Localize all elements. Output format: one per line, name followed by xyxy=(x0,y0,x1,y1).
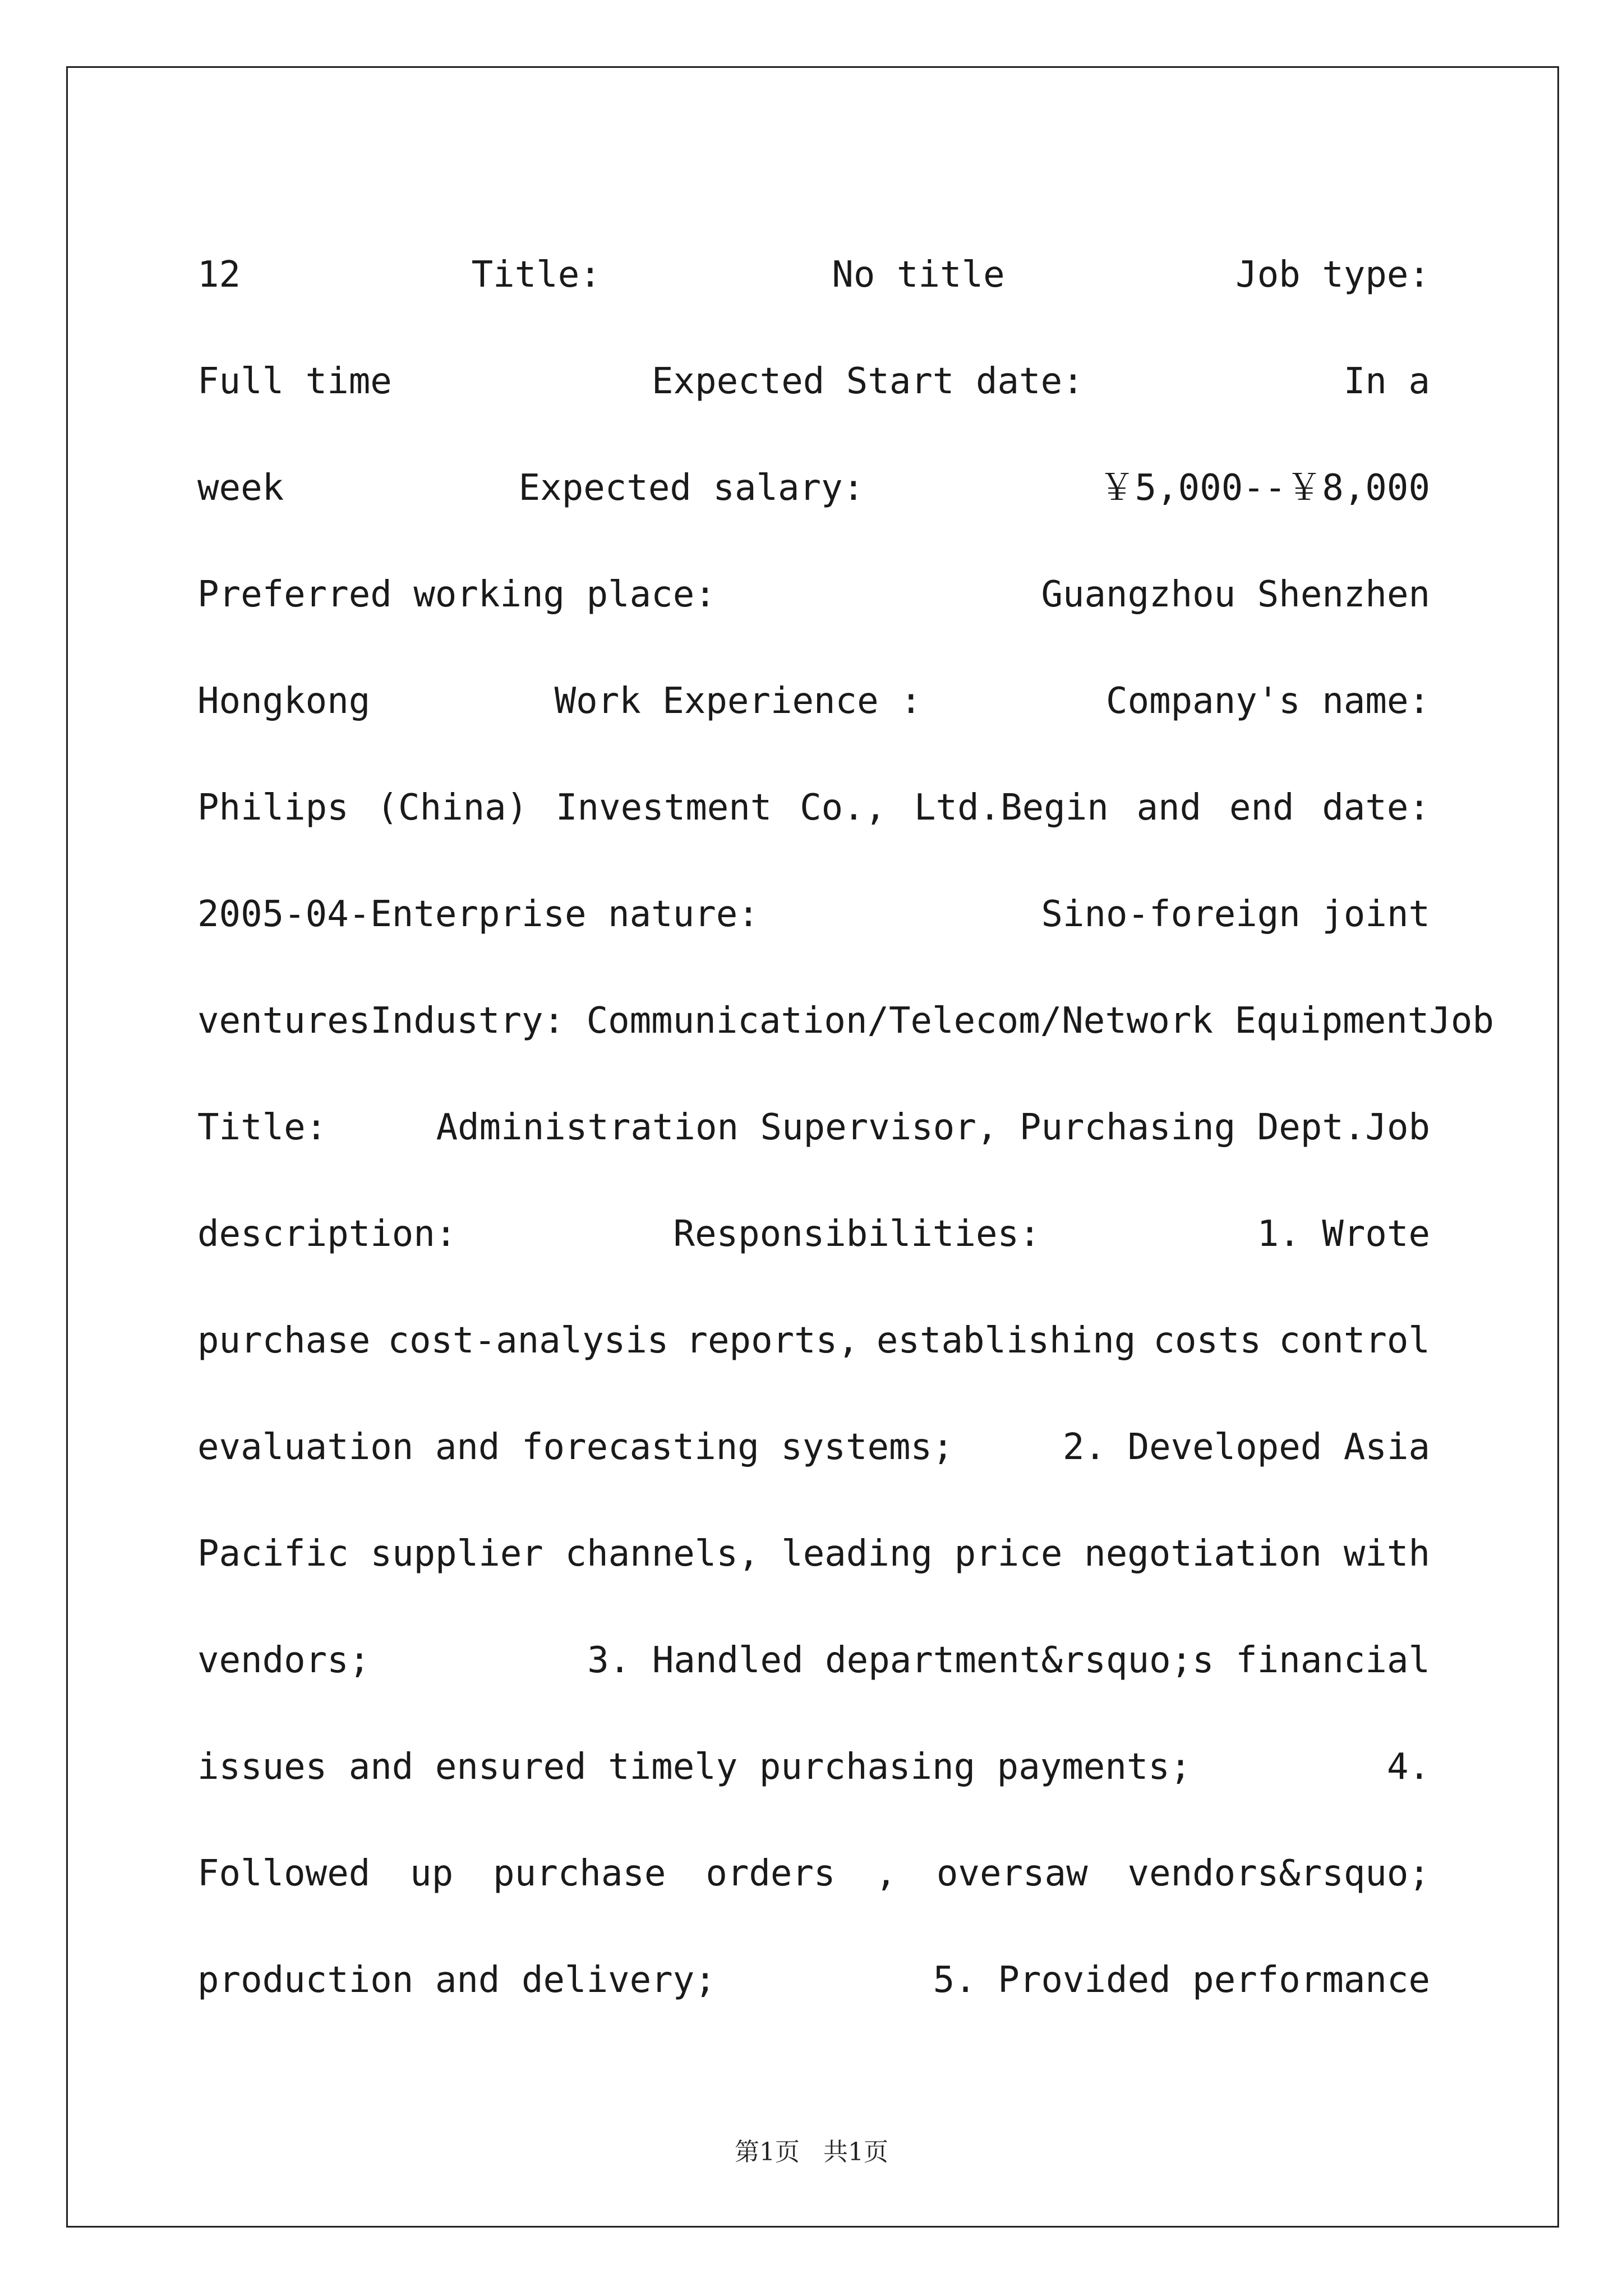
text-segment: 5. Provided performance xyxy=(933,1959,1430,2001)
text-segment: Expected Start date: xyxy=(652,361,1084,402)
text-segment: Investment xyxy=(556,787,772,829)
text-segment: Preferred working place: xyxy=(197,574,716,615)
text-segment: 12 xyxy=(197,254,241,296)
text-line xyxy=(197,1287,1430,1394)
page-footer: 第1页 共1页 xyxy=(735,2138,888,2166)
text-line xyxy=(197,1714,1430,1820)
text-segment: 1. Wrote xyxy=(1257,1213,1430,1255)
text-segment: (China) xyxy=(376,787,528,829)
text-segment: leading xyxy=(781,1533,933,1575)
text-segment: Ltd.Begin xyxy=(914,787,1109,829)
text-segment: date: xyxy=(1322,787,1430,829)
text-segment: production and delivery; xyxy=(197,1959,716,2001)
text-line xyxy=(197,648,1430,754)
text-line xyxy=(197,861,1430,968)
text-segment: Work Experience : xyxy=(554,680,922,722)
text-line xyxy=(197,1927,1430,2033)
text-segment: price xyxy=(954,1533,1063,1575)
text-segment: Responsibilities: xyxy=(673,1213,1041,1255)
text-segment: channels, xyxy=(565,1533,760,1575)
text-line xyxy=(197,1501,1430,1607)
text-segment: negotiation xyxy=(1084,1533,1322,1575)
text-line xyxy=(197,1394,1430,1501)
text-segment: Followed xyxy=(197,1853,371,1894)
text-segment: week xyxy=(197,467,284,509)
text-segment: Administration Supervisor, Purchasing Dept.Job xyxy=(436,1107,1430,1148)
text-line xyxy=(197,435,1430,541)
text-segment: vendors; xyxy=(197,1640,371,1681)
text-line xyxy=(197,328,1430,435)
text-segment: vendors&rsquo; xyxy=(1127,1853,1430,1894)
text-segment: Pacific xyxy=(197,1533,349,1575)
text-segment: 2. Developed Asia xyxy=(1062,1427,1430,1468)
text-segment: In a xyxy=(1343,361,1430,402)
text-line xyxy=(197,1181,1430,1287)
text-segment: 2005-04-Enterprise nature: xyxy=(197,894,759,935)
text-line xyxy=(197,1607,1430,1714)
text-segment: evaluation and forecasting systems; xyxy=(197,1427,954,1468)
text-segment: Job type: xyxy=(1235,254,1430,296)
text-segment: Title: xyxy=(471,254,601,296)
text-segment: Philips xyxy=(197,787,349,829)
text-segment: costs xyxy=(1153,1320,1262,1361)
text-line xyxy=(197,1820,1430,1927)
text-segment: establishing xyxy=(876,1320,1136,1361)
text-line xyxy=(197,222,1430,328)
text-segment: control xyxy=(1279,1320,1430,1361)
text-line xyxy=(197,968,1494,1074)
text-line xyxy=(197,1074,1430,1181)
text-segment: Co., xyxy=(800,787,887,829)
text-segment: Expected salary: xyxy=(518,467,865,509)
text-segment: purchase xyxy=(493,1853,666,1894)
text-segment: Company's name: xyxy=(1106,680,1430,722)
text-line xyxy=(197,541,1430,648)
text-segment: and xyxy=(1136,787,1202,829)
text-segment: reports, xyxy=(686,1320,859,1361)
text-segment: orders xyxy=(706,1853,836,1894)
text-segment: Hongkong xyxy=(197,680,371,722)
text-segment: up xyxy=(410,1853,454,1894)
text-segment: Guangzhou Shenzhen xyxy=(1041,574,1430,615)
text-segment: with xyxy=(1343,1533,1430,1575)
document-body xyxy=(197,222,1494,2033)
text-segment: end xyxy=(1229,787,1294,829)
text-segment: ￥5,000--￥8,000 xyxy=(1099,467,1430,509)
text-segment: description: xyxy=(197,1213,457,1255)
text-segment: Full time xyxy=(197,361,392,402)
text-segment: 3. Handled department&rsquo;s financial xyxy=(587,1640,1430,1681)
text-line xyxy=(197,754,1430,861)
text-segment: Title: xyxy=(197,1107,328,1148)
text-segment: supplier xyxy=(370,1533,543,1575)
text-segment: , xyxy=(875,1853,897,1894)
text-segment: oversaw xyxy=(936,1853,1088,1894)
text-segment: Sino-foreign joint xyxy=(1041,894,1430,935)
text-segment: 4. xyxy=(1386,1746,1430,1788)
text-segment: purchase xyxy=(197,1320,371,1361)
text-segment: No title xyxy=(832,254,1005,296)
text-segment: cost-analysis xyxy=(388,1320,669,1361)
text-segment: issues and ensured timely purchasing payments; xyxy=(197,1746,1192,1788)
text-segment: venturesIndustry: Communication/Telecom/Network EquipmentJob xyxy=(197,1000,1494,1042)
